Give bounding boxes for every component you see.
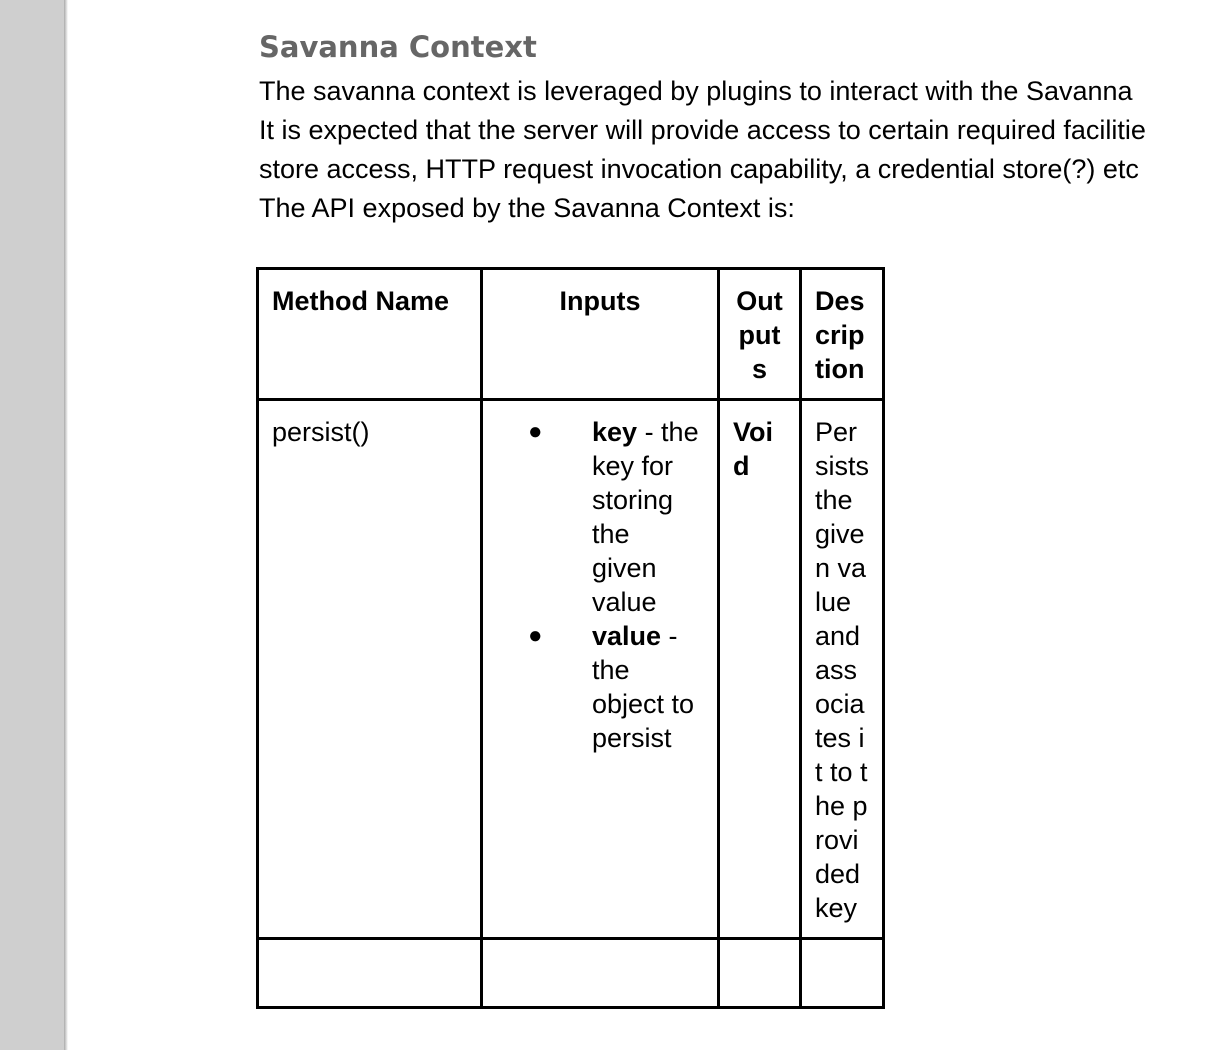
description-cell: Persists the given value and associates it to the provided key bbox=[801, 400, 884, 939]
table-row bbox=[258, 939, 884, 1008]
input-param-desc: - the key for storing the given value bbox=[592, 417, 699, 617]
empty-cell bbox=[801, 939, 884, 1008]
list-item bbox=[528, 619, 701, 755]
empty-cell bbox=[482, 939, 719, 1008]
bullet-icon: ● bbox=[528, 622, 543, 649]
header-description: Description bbox=[801, 269, 884, 400]
paragraph-line: It is expected that the server will provide access to certain required facilitie bbox=[259, 115, 1146, 145]
paragraph-line: The savanna context is leveraged by plugins to interact with the Savanna bbox=[259, 76, 1133, 106]
input-param-name: value bbox=[592, 621, 662, 651]
method-name-cell: persist() bbox=[258, 400, 482, 939]
table-row bbox=[258, 400, 884, 939]
section-heading: Savanna Context bbox=[259, 30, 537, 64]
intro-paragraph bbox=[259, 72, 1146, 228]
paragraph-line: The API exposed by the Savanna Context is: bbox=[259, 193, 795, 223]
bullet-icon: ● bbox=[528, 418, 543, 445]
empty-cell bbox=[719, 939, 801, 1008]
left-gutter bbox=[0, 0, 64, 1050]
input-param-name: key bbox=[592, 417, 638, 447]
input-param-desc: - the object to persist bbox=[592, 621, 695, 753]
list-item bbox=[528, 415, 701, 619]
document-page bbox=[68, 0, 1212, 1050]
api-table bbox=[256, 267, 885, 1009]
header-outputs: Outputs bbox=[719, 269, 801, 400]
inputs-cell bbox=[482, 400, 719, 939]
table-header-row bbox=[258, 269, 884, 400]
paragraph-line: store access, HTTP request invocation capability, a credential store(?) etc bbox=[259, 154, 1139, 184]
header-method-name: Method Name bbox=[258, 269, 482, 400]
inputs-list bbox=[528, 415, 701, 755]
empty-cell bbox=[258, 939, 482, 1008]
outputs-cell: Void bbox=[719, 400, 801, 939]
header-inputs: Inputs bbox=[482, 269, 719, 400]
